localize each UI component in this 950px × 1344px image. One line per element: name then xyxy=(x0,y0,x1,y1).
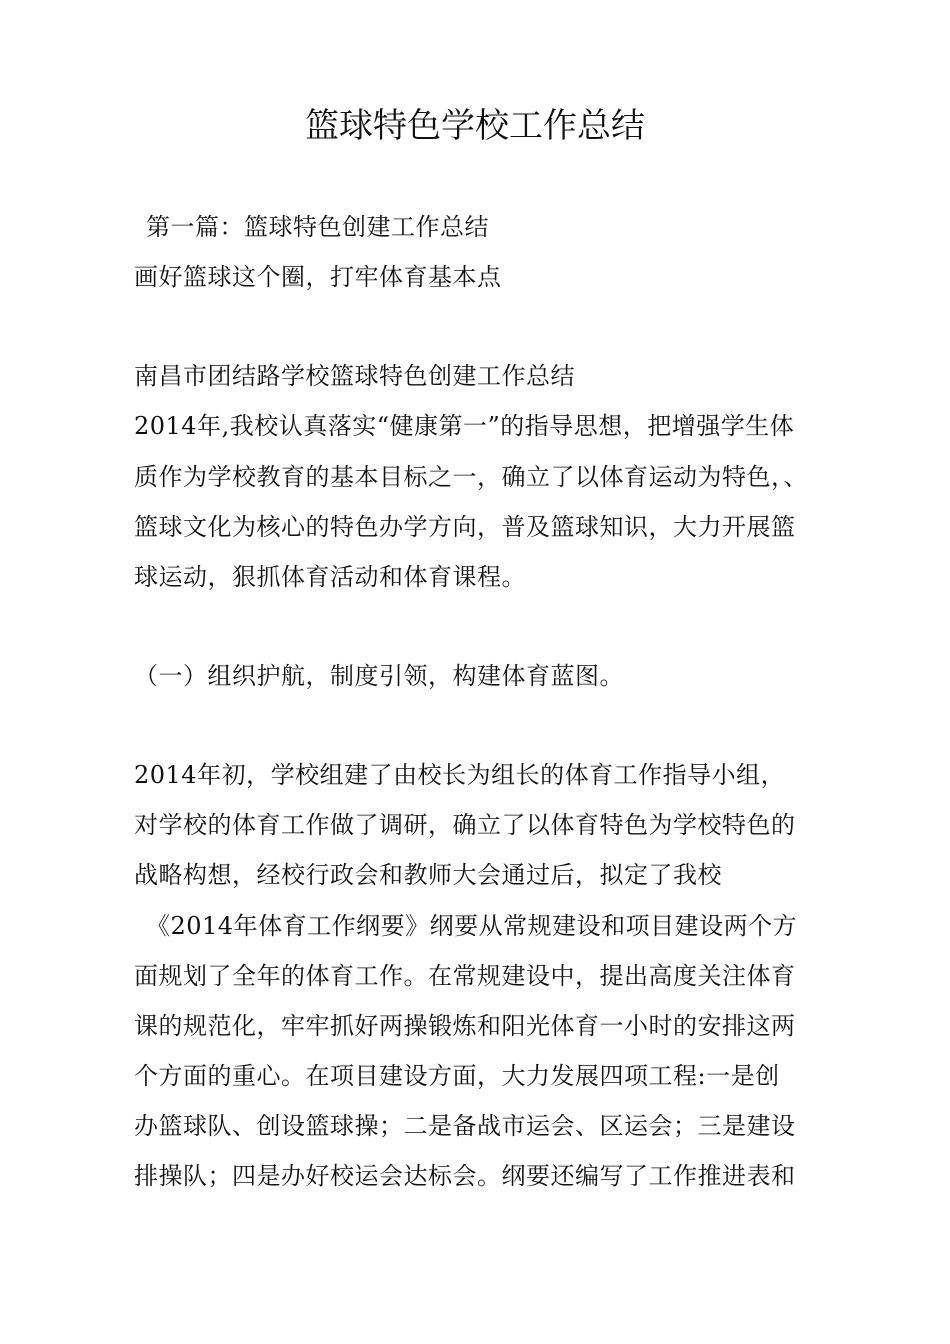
paragraph-line: 2014年,我校认真落实“健康第一”的指导思想，把增强学生体 xyxy=(134,412,795,440)
document-title: 篮球特色学校工作总结 xyxy=(305,106,645,146)
section-subheading: （一）组织护航，制度引领，构建体育蓝图。 xyxy=(134,662,624,690)
paragraph-line: 排操队；四是办好校运会达标会。纲要还编写了工作推进表和 xyxy=(134,1162,796,1190)
paragraph-line: 2014年初，学校组建了由校长为组长的体育工作指导小组， xyxy=(134,761,786,789)
report-heading: 南昌市团结路学校篮球特色创建工作总结 xyxy=(134,362,575,390)
paragraph-line: 办篮球队、创设篮球操；二是备战市运会、区运会；三是建设 xyxy=(134,1112,796,1140)
paragraph-line: 面规划了全年的体育工作。在常规建设中，提出高度关注体育 xyxy=(134,962,796,990)
paragraph-line: 课的规范化，牢牢抓好两操锻炼和阳光体育一小时的安排这两 xyxy=(134,1012,796,1040)
paragraph-line: 对学校的体育工作做了调研，确立了以体育特色为学校特色的 xyxy=(134,811,796,839)
subtitle-line: 画好篮球这个圈，打牢体育基本点 xyxy=(134,263,502,291)
section-heading: 第一篇：篮球特色创建工作总结 xyxy=(146,213,489,241)
paragraph-line: 《2014年体育工作纲要》纲要从常规建设和项目建设两个方 xyxy=(146,912,798,940)
paragraph-line: 战略构想，经校行政会和教师大会通过后，拟定了我校 xyxy=(134,861,722,889)
paragraph-line: 质作为学校教育的基本目标之一，确立了以体育运动为特色，、 xyxy=(134,463,808,491)
paragraph-line: 个方面的重心。在项目建设方面，大力发展四项工程:一是创 xyxy=(134,1062,780,1090)
paragraph-line: 篮球文化为核心的特色办学方向，普及篮球知识，大力开展篮 xyxy=(134,513,796,541)
paragraph-line: 球运动，狠抓体育活动和体育课程。 xyxy=(134,563,526,591)
